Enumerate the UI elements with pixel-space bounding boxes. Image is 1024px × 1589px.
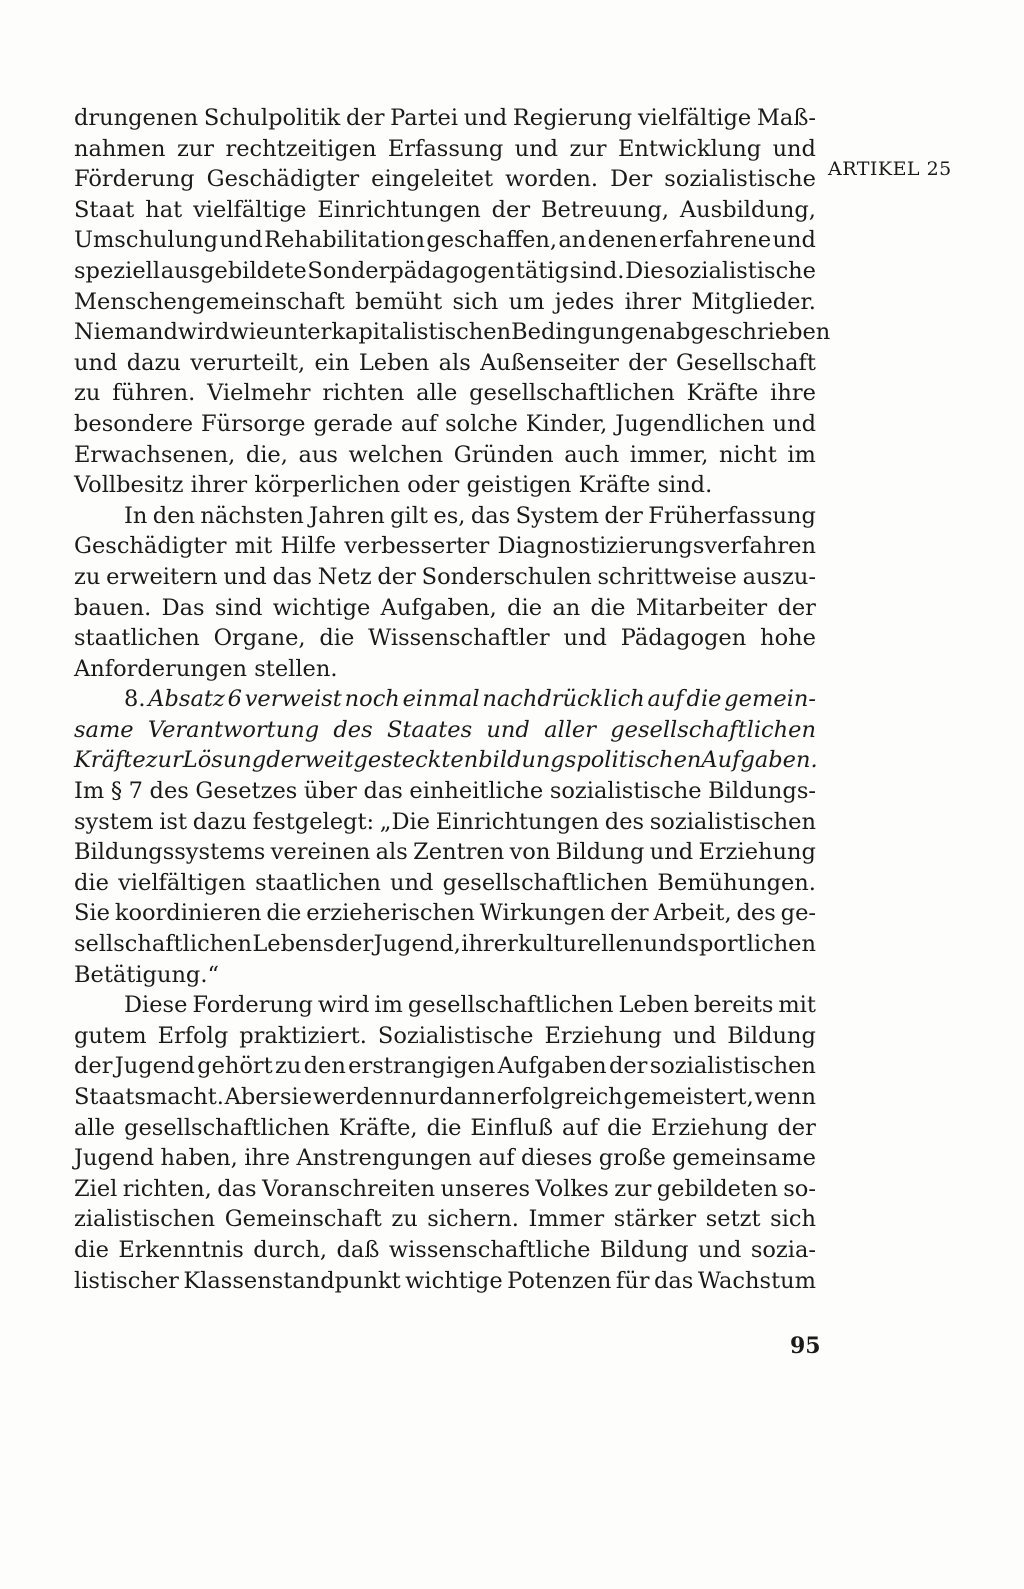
text-line: Bildungssystems vereinen als Zentren von Bildung und Erziehung [74,839,816,866]
text-line: Jugend haben, ihre Anstrengungen auf dieses große gemeinsame [74,1145,816,1172]
text-line: die vielfältigen staatlichen und gesellschaftlichen Bemühungen. [74,869,816,896]
text-line: bauen. Das sind wichtige Aufgaben, die an die Mitarbeiter der [74,594,816,621]
margin-note-article: ARTIKEL 25 [828,158,952,180]
text-line: besondere Fürsorge gerade auf solche Kinder, Jugendlichen und [74,410,816,437]
text-line: Menschengemeinschaft bemüht sich um jedes ihrer Mitglieder. [74,288,816,315]
text-line: und dazu verurteilt, ein Leben als Außenseiter der Gesellschaft [74,349,816,376]
body-text [74,103,831,1296]
text-line: Staat hat vielfältige Einrichtungen der Betreuung, Ausbildung, [74,196,816,223]
text-line: speziell ausgebildete Sonderpädagogen tätig sind. Die sozialistische [74,257,816,284]
text-line: Vollbesitz ihrer körperlichen oder geistigen Kräfte sind. [74,472,713,499]
text-line: Kräfte zur Lösung der weitgesteckten bildungspolitischen Aufgaben. [74,747,818,774]
text-line: Förderung Geschädigter eingeleitet worden. Der sozialistische [74,166,816,193]
text-line: nahmen zur rechtzeitigen Erfassung und zur Entwicklung und [74,135,816,162]
text-line: Erwachsenen, die, aus welchen Gründen auch immer, nicht im [74,441,816,468]
text-line: In den nächsten Jahren gilt es, das System der Früherfassung [124,502,816,529]
text-line: Sie koordinieren die erzieherischen Wirkungen der Arbeit, des ge- [74,900,816,927]
text-line: Staatsmacht. Aber sie werden nur dann erfolgreich gemeistert, wenn [74,1084,816,1110]
text-line: alle gesellschaftlichen Kräfte, die Einfluß auf die Erziehung der [74,1114,816,1141]
text-line: zu erweitern und das Netz der Sonderschulen schrittweise auszu- [74,563,816,590]
text-line: staatlichen Organe, die Wissenschaftler und Pädagogen hohe [74,625,816,652]
text-line: die Erkenntnis durch, daß wissenschaftliche Bildung und sozia- [74,1236,816,1263]
text-line: sellschaftlichen Lebens der Jugend, ihrer kulturellen und sportlichen [74,931,816,958]
text-line: Diese Forderung wird im gesellschaftlichen Leben bereits mit [124,992,816,1019]
text-line: zialistischen Gemeinschaft zu sichern. Immer stärker setzt sich [74,1206,816,1233]
text-line: Ziel richten, das Voranschreiten unseres Volkes zur gebildeten so- [74,1175,816,1202]
text-line: Geschädigter mit Hilfe verbesserter Diagnostizierungsverfahren [74,533,816,560]
text-line: Im § 7 des Gesetzes über das einheitliche sozialistische Bildungs- [74,778,816,805]
text-line: zu führen. Vielmehr richten alle gesellschaftlichen Kräfte ihre [74,380,816,407]
text-line: listischer Klassenstandpunkt wichtige Potenzen für das Wachstum [74,1267,816,1294]
text-line: Umschulung und Rehabilitation geschaffen, an denen erfahrene und [74,227,816,254]
text-line: Niemand wird wie unter kapitalistischen Bedingungen abgeschrieben [74,319,831,346]
text-line: der Jugend gehört zu den erstrangigen Aufgaben der sozialistischen [74,1053,816,1080]
text-line: Betätigung.“ [74,961,219,988]
text-line: same Verantwortung des Staates und aller gesellschaftlichen [74,716,816,743]
text-line: system ist dazu festgelegt: „Die Einrichtungen des sozialistischen [74,808,816,835]
text-line: Anforderungen stellen. [74,655,338,682]
text-line: drungenen Schulpolitik der Partei und Regierung vielfältige Maß- [74,105,816,131]
page-number: 95 [790,1333,821,1359]
text-line: gutem Erfolg praktiziert. Sozialistische Erziehung und Bildung [74,1022,816,1049]
text-line: 8. Absatz 6 verweist noch einmal nachdrücklich auf die gemein- [124,686,816,713]
